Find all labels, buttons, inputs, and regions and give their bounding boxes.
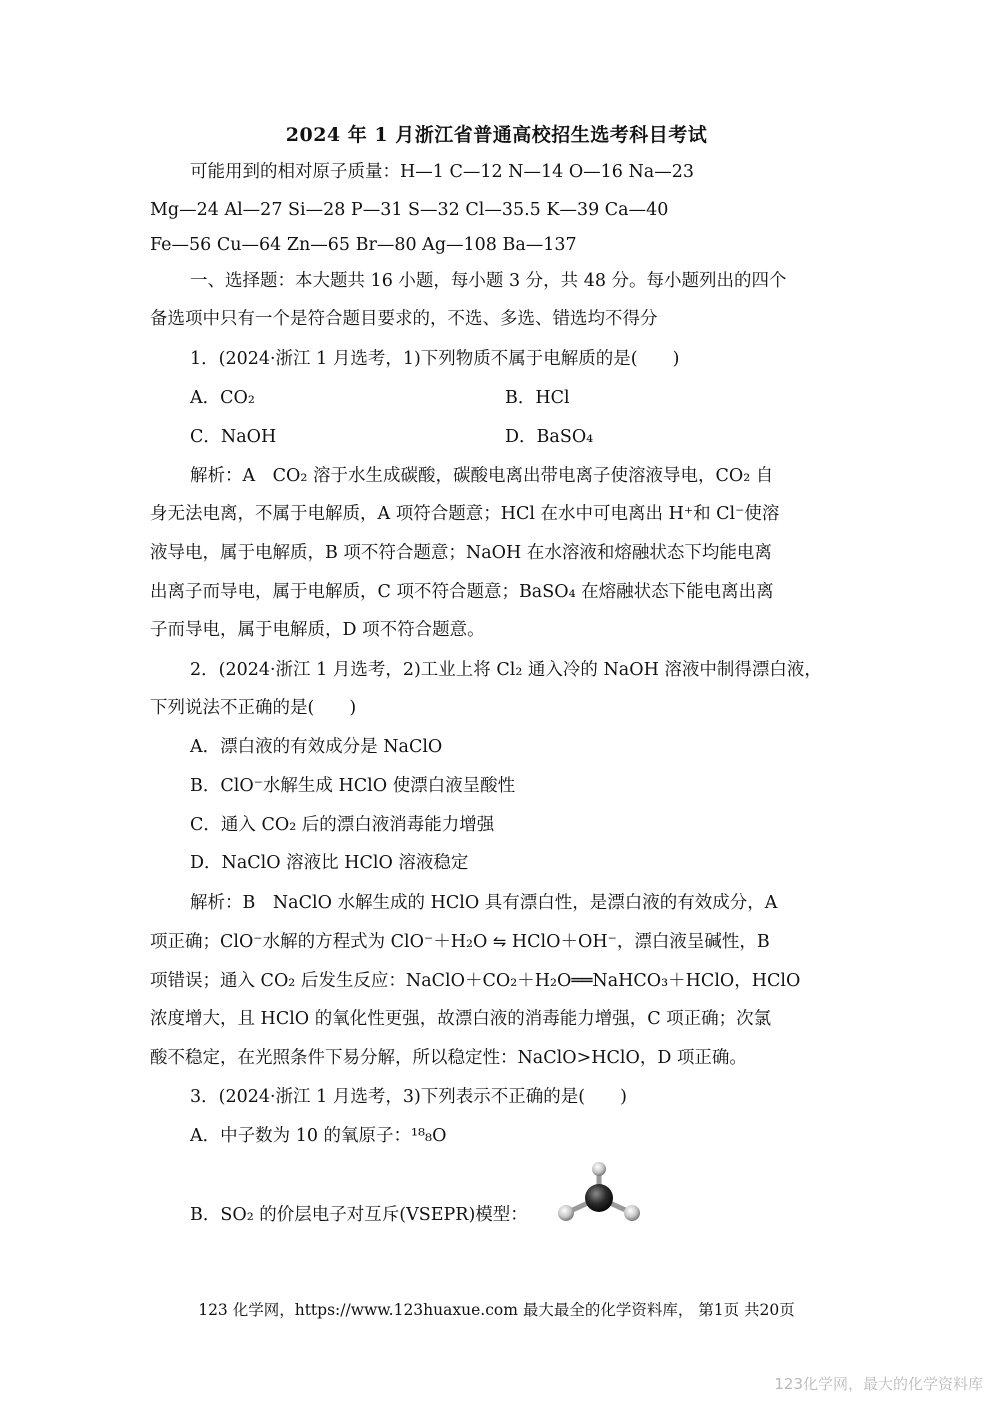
q2-option-c: C．通入 CO₂ 后的漂白液消毒能力增强 — [190, 815, 495, 835]
page-footer: 123 化学网，https://www.123huaxue.com 最大最全的化学资料库， 第1页 共20页 — [198, 1301, 795, 1319]
q2-analysis-1: 解析：B NaClO 水解生成的 HClO 具有漂白性，是漂白液的有效成分，A — [190, 893, 778, 913]
oxygen-sphere-right — [624, 1205, 640, 1221]
q2-stem-1: 2．(2024·浙江 1 月选考，2)工业上将 Cl₂ 通入冷的 NaOH 溶液中制得漂白液， — [190, 660, 822, 680]
q3-option-a: A．中子数为 10 的氧原子：¹⁸₈O — [190, 1126, 447, 1146]
q1-option-d: D．BaSO₄ — [505, 427, 594, 447]
q2-option-a: A．漂白液的有效成分是 NaClO — [190, 737, 443, 757]
equilibrium-arrow-icon: ⇋ — [492, 932, 507, 951]
site-watermark: 123化学网，最大的化学资料库 — [774, 1375, 983, 1393]
exam-title: 2024 年 1 月浙江省普通高校招生选考科目考试 — [285, 124, 708, 146]
atomic-mass-line-3: Fe—56 Cu—64 Zn—65 Br—80 Ag—108 Ba—137 — [150, 235, 577, 255]
q1-analysis-5: 子而导电，属于电解质，D 项不符合题意。 — [150, 620, 485, 640]
q3-option-b: B．SO₂ 的价层电子对互斥(VSEPR)模型： — [190, 1205, 528, 1225]
q2-analysis-3: 项错误；通入 CO₂ 后发生反应：NaClO＋CO₂＋H₂O══NaHCO₃＋HClO，HClO — [150, 971, 801, 991]
q1-stem: 1．(2024·浙江 1 月选考，1)下列物质不属于电解质的是( ) — [190, 349, 680, 369]
atomic-mass-line-1: 可能用到的相对原子质量：H—1 C—12 N—14 O—16 Na—23 — [190, 162, 695, 182]
q2-analysis-5: 酸不稳定，在光照条件下易分解，所以稳定性：NaClO>HClO，D 项正确。 — [150, 1048, 747, 1068]
q1-analysis-1: 解析：A CO₂ 溶于水生成碳酸，碳酸电离出带电离子使溶液导电，CO₂ 自 — [190, 466, 774, 486]
q1-option-c: C．NaOH — [190, 427, 277, 447]
q1-option-b: B．HCl — [505, 388, 570, 408]
q1-analysis-3: 液导电，属于电解质，B 项不符合题意；NaOH 在水溶液和熔融状态下均能电离 — [150, 543, 772, 563]
q2-analysis-2b: HClO＋OH⁻，漂白液呈碱性，B — [511, 932, 770, 952]
q2-option-d: D．NaClO 溶液比 HClO 溶液稳定 — [190, 853, 469, 873]
q1-option-row-2 — [190, 425, 842, 449]
q1-option-row-1 — [190, 386, 842, 410]
q2-analysis-4: 浓度增大，且 HClO 的氧化性更强，故漂白液的消毒能力增强，C 项正确；次氯 — [150, 1009, 772, 1029]
q1-option-a: A．CO₂ — [190, 388, 255, 408]
q1-analysis-2: 身无法电离，不属于电解质，A 项符合题意；HCl 在水中可电离出 H⁺和 Cl⁻使溶 — [150, 504, 780, 524]
lone-pair-sphere — [592, 1162, 606, 1176]
oxygen-sphere-left — [558, 1205, 574, 1221]
section-heading-1: 一、选择题：本大题共 16 小题，每小题 3 分，共 48 分。每小题列出的四个 — [190, 271, 787, 291]
q2-option-b: B．ClO⁻水解生成 HClO 使漂白液呈酸性 — [190, 776, 516, 796]
q2-analysis-2a: 项正确；ClO⁻水解的方程式为 ClO⁻＋H₂O — [150, 932, 488, 952]
q3-stem: 3．(2024·浙江 1 月选考，3)下列表示不正确的是( ) — [190, 1087, 627, 1107]
q1-analysis-4: 出离子而导电，属于电解质，C 项不符合题意；BaSO₄ 在熔融状态下能电离出离 — [150, 582, 774, 602]
sulfur-sphere — [585, 1184, 613, 1212]
atomic-mass-line-2: Mg—24 Al—27 Si—28 P—31 S—32 Cl—35.5 K—39 Ca—40 — [150, 200, 669, 220]
vsepr-model-image — [552, 1158, 647, 1228]
q2-stem-2: 下列说法不正确的是( ) — [150, 698, 357, 718]
section-heading-2: 备选项中只有一个是符合题目要求的，不选、多选、错选均不得分 — [150, 309, 658, 329]
q2-analysis-2 — [150, 930, 842, 954]
